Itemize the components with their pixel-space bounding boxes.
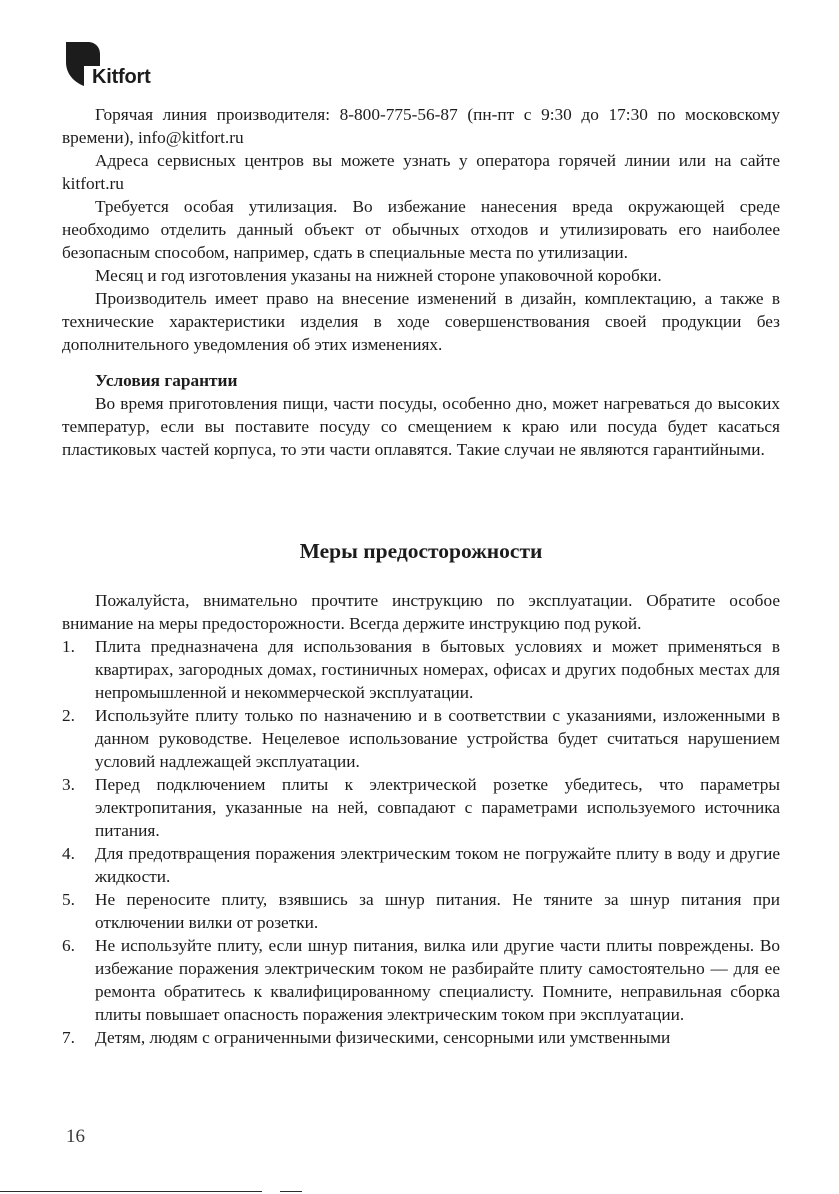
bottom-divider — [0, 1191, 262, 1192]
list-item-text: Перед подключением плиты к электрической розетке убедитесь, что параметры электропитания, указанные на ней, совпадают с параметрами используемого источника питания. — [95, 775, 780, 840]
precautions-title: Меры предосторожности — [299, 539, 543, 563]
kitfort-logo — [66, 42, 176, 92]
warranty-text: Во время приготовления пищи, части посуды, особенно дно, может нагреваться до высоких температур, если вы поставите посуду со смещением к краю или посуда будет касаться пластиковых частей корпуса, то эти части оплавятся. Такие случаи не являются гарантийными. — [62, 394, 780, 459]
list-item-text: Детям, людям с ограниченными физическими, сенсорными или умственными — [95, 1028, 671, 1047]
list-item-number: 1. — [62, 637, 75, 656]
precautions-section — [62, 589, 780, 1049]
precautions-list — [62, 635, 780, 1049]
precautions-intro: Пожалуйста, внимательно прочтите инструкцию по эксплуатации. Обратите особое внимание на меры предосторожности. Всегда держите инструкцию под рукой. — [62, 591, 780, 633]
warranty-section — [62, 369, 780, 461]
logo-text: Kitfort — [92, 66, 151, 88]
list-item — [62, 704, 780, 773]
list-item — [62, 934, 780, 1026]
list-item-text: Плита предназначена для использования в бытовых условиях и может применяться в квартирах, загородных домах, гостиничных номерах, офисах и других подобных местах для непромышленной и некоммерческой эксплуатации. — [95, 637, 780, 702]
manufacturer-rights-paragraph: Производитель имеет право на внесение изменений в дизайн, комплектацию, а также в технические характеристики изделия в ходе совершенствования своей продукции без дополнительного уведомления об этих изменениях. — [62, 289, 780, 354]
intro-section — [62, 103, 780, 356]
bottom-dash-divider — [280, 1191, 302, 1192]
hotline-paragraph: Горячая линия производителя: 8-800-775-56-87 (пн-пт с 9:30 до 17:30 по московскому времени), info@kitfort.ru — [62, 105, 780, 147]
list-item-number: 6. — [62, 936, 75, 955]
list-item-number: 5. — [62, 890, 75, 909]
disposal-paragraph: Требуется особая утилизация. Во избежание нанесения вреда окружающей среде необходимо отделить данный объект от обычных отходов и утилизировать его наиболее безопасным способом, например, сдать в специальные места по утилизации. — [62, 197, 780, 262]
page-number: 16 — [66, 1126, 85, 1147]
list-item — [62, 773, 780, 842]
list-item — [62, 888, 780, 934]
list-item — [62, 842, 780, 888]
list-item-text: Для предотвращения поражения электрическим током не погружайте плиту в воду и другие жидкости. — [95, 844, 780, 886]
list-item-number: 7. — [62, 1028, 75, 1047]
warranty-heading: Условия гарантии — [95, 371, 238, 390]
manufacture-date-paragraph: Месяц и год изготовления указаны на нижней стороне упаковочной коробки. — [95, 266, 662, 285]
list-item-text: Используйте плиту только по назначению и в соответствии с указаниями, изложенными в данном руководстве. Нецелевое использование устройства будет считаться нарушением условий надлежащей эксплуатации. — [95, 706, 780, 771]
list-item — [62, 635, 780, 704]
service-centers-paragraph: Адреса сервисных центров вы можете узнать у оператора горячей линии или на сайте kitfort.ru — [62, 151, 780, 193]
list-item-number: 3. — [62, 775, 75, 794]
list-item — [62, 1026, 780, 1049]
list-item-text: Не переносите плиту, взявшись за шнур питания. Не тяните за шнур питания при отключении вилки от розетки. — [95, 890, 780, 932]
list-item-number: 2. — [62, 706, 75, 725]
list-item-text: Не используйте плиту, если шнур питания, вилка или другие части плиты повреждены. Во избежание поражения электрическим током не разбирайте плиту самостоятельно — для ее ремонта обратитесь к квалифицированному специалисту. Помните, неправильная сборка плиты повышает опасность поражения электрическим током при эксплуатации. — [95, 936, 780, 1024]
list-item-number: 4. — [62, 844, 75, 863]
